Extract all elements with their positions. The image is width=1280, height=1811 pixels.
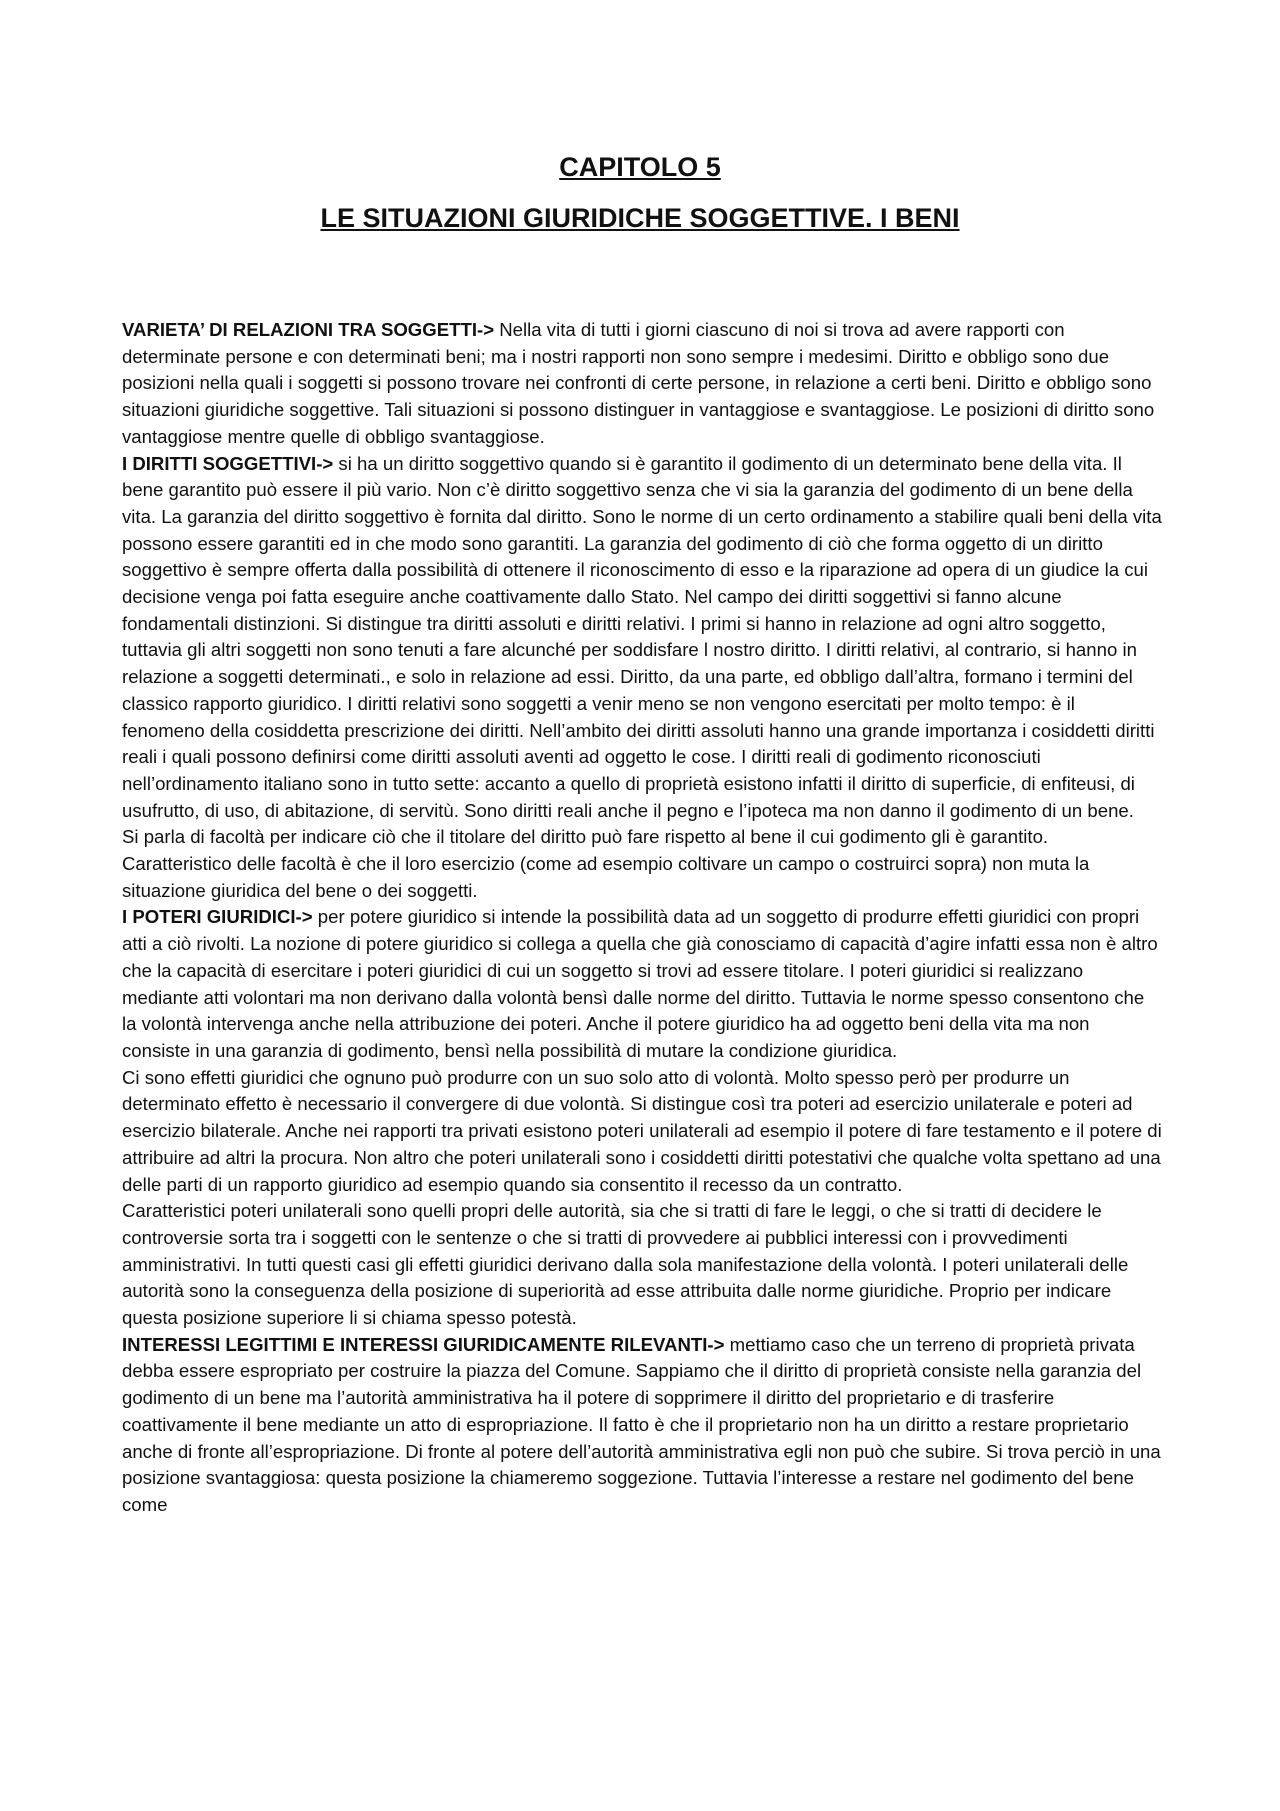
section-lead: VARIETA’ DI RELAZIONI TRA SOGGETTI-> xyxy=(122,319,495,340)
paragraph-diritti-soggettivi xyxy=(122,451,1162,825)
paragraph-text: Nella vita di tutti i giorni ciascuno di noi si trova ad avere rapporti con determinate persone e con determinati beni; ma i nostri rapporti non sono sempre i medesimi. Diritto e obbligo sono due posizioni nella quali i soggetti si possono trovare nei confronti di certe persone, in relazione a certi beni. Diritto e obbligo sono situazioni giuridiche soggettive. Tali situazioni si possono distinguer in vantaggiose e svantaggiose. Le posizioni di diritto sono vantaggiose mentre quelle di obbligo svantaggiose. xyxy=(122,319,1155,447)
chapter-heading xyxy=(0,150,1280,235)
section-lead: INTERESSI LEGITTIMI E INTERESSI GIURIDICAMENTE RILEVANTI-> xyxy=(122,1333,725,1355)
paragraph-relazioni xyxy=(122,317,1162,451)
paragraph-effetti-giuridici xyxy=(122,1065,1162,1199)
paragraph-text: per potere giuridico si intende la possibilità data ad un soggetto di produrre effetti giuridici con propri atti a ciò rivolti. La nozione di potere giuridico si collega a quella che già conosciamo di capacità d’agire infatti essa non è altro che la capacità di esercitare i poteri giuridici di cui un soggetto si trovi ad essere titolare. I poteri giuridici si realizzano mediante atti volontari ma non derivano dalla volontà bensì dalle norme del diritto. Tuttavia le norme spesso consentono che la volontà intervenga anche nella attribuzione dei poteri. Anche il potere giuridico ha ad oggetto beni della vita ma non consiste in una garanzia di godimento, bensì nella possibilità di mutare la condizione giuridica. xyxy=(122,906,1158,1061)
paragraph-poteri-giuridici xyxy=(122,904,1162,1064)
body-text xyxy=(122,317,1162,1519)
section-lead: I POTERI GIURIDICI-> xyxy=(122,906,313,928)
paragraph-text: si ha un diritto soggettivo quando si è garantito il godimento di un determinato bene della vita. Il bene garantito può essere il più vario. Non c’è diritto soggettivo senza che vi sia la garanzia del godimento di un bene della vita. La garanzia del diritto soggettivo è fornita dal diritto. Sono le norme di un certo ordinamento a stabilire quali beni della vita possono essere garantiti ed in che modo sono garantiti. La garanzia del godimento di ciò che forma oggetto di un diritto soggettivo è sempre offerta dalla possibilità di ottenere il riconoscimento di esso e la riparazione ad opera di un giudice la cui decisione venga poi fatta eseguire anche coattivamente dallo Stato. Nel campo dei diritti soggettivi si fanno alcune fondamentali distinzioni. Si distingue tra diritti assoluti e diritti relativi. I primi si hanno in relazione ad ogni altro soggetto, tuttavia gli altri soggetti non sono tenuti a fare alcunché per soddisfare l nostro diritto. I diritti relativi, al contrario, si hanno in relazione a soggetti determinati., e solo in relazione ad essi. Diritto, da una parte, ed obbligo dall’altra, formano i termini del classico rapporto giuridico. I diritti relativi sono soggetti a venir meno se non vengono esercitati per molto tempo: è il fenomeno della cosiddetta prescrizione dei diritti. Nell’ambito dei diritti assoluti hanno una grande importanza i cosiddetti diritti reali i quali possono definirsi come diritti assoluti aventi ad oggetto le cose. I diritti reali di godimento riconosciuti nell’ordinamento italiano sono in tutto sette: accanto a quello di proprietà esistono infatti il diritto di superficie, di enfiteusi, di usufrutto, di uso, di abitazione, di servitù. Sono diritti reali anche il pegno e l’ipoteca ma non danno il godimento di un bene. xyxy=(122,452,1162,821)
paragraph-poteri-unilaterali xyxy=(122,1198,1162,1332)
chapter-subtitle: LE SITUAZIONI GIURIDICHE SOGGETTIVE. I BENI xyxy=(320,203,960,233)
paragraph-text: mettiamo caso che un terreno di proprietà privata debba essere espropriato per costruire la piazza del Comune. Sappiamo che il diritto di proprietà consiste nella garanzia del godimento di un bene ma l’autorità amministrativa ha il potere di sopprimere il diritto del proprietario e di trasferire coattivamente il bene mediante un atto di espropriazione. Il fatto è che il proprietario non ha un diritto a restare proprietario anche di fronte all’espropriazione. Di fronte al potere dell’autorità amministrativa egli non può che subire. Si trova perciò in una posizione svantaggiosa: questa posizione la chiameremo soggezione. Tuttavia l’interesse a restare nel godimento del bene come xyxy=(122,1333,1161,1515)
chapter-title: CAPITOLO 5 xyxy=(559,152,721,182)
paragraph-text: Caratteristici poteri unilaterali sono quelli propri delle autorità, sia che si tratti di fare le leggi, o che si tratti di decidere le controversie sorta tra i soggetti con le sentenze o che si tratti di provvedere ai pubblici interessi con i provvedimenti amministrativi. In tutti questi casi gli effetti giuridici derivano dalla sola manifestazione della volontà. I poteri unilaterali delle autorità sono la conseguenza della posizione di superiorità ad esse attribuita dalle norme giuridiche. Proprio per indicare questa posizione superiore li si chiama spesso potestà. xyxy=(122,1200,1129,1329)
paragraph-interessi-legittimi xyxy=(122,1332,1162,1519)
paragraph-text: Si parla di facoltà per indicare ciò che il titolare del diritto può fare rispetto al bene il cui godimento gli è garantito. Caratteristico delle facoltà è che il loro esercizio (come ad esempio coltivare un campo o costruirci sopra) non muta la situazione giuridica del bene o dei soggetti. xyxy=(122,826,1090,901)
paragraph-text: Ci sono effetti giuridici che ognuno può produrre con un suo solo atto di volontà. Molto spesso però per produrre un determinato effetto è necessario il convergere di due volontà. Si distingue così tra poteri ad esercizio unilaterale e poteri ad esercizio bilaterale. Anche nei rapporti tra privati esistono poteri unilaterali ad esempio il potere di fare testamento e il potere di attribuire ad altri la procura. Non altro che poteri unilaterali sono i cosiddetti diritti potestativi che qualche volta spettano ad una delle parti di un rapporto giuridico ad esempio quando sia consentito il recesso da un contratto. xyxy=(122,1066,1162,1195)
paragraph-facolta xyxy=(122,824,1162,904)
section-lead: I DIRITTI SOGGETTIVI-> xyxy=(122,452,334,474)
